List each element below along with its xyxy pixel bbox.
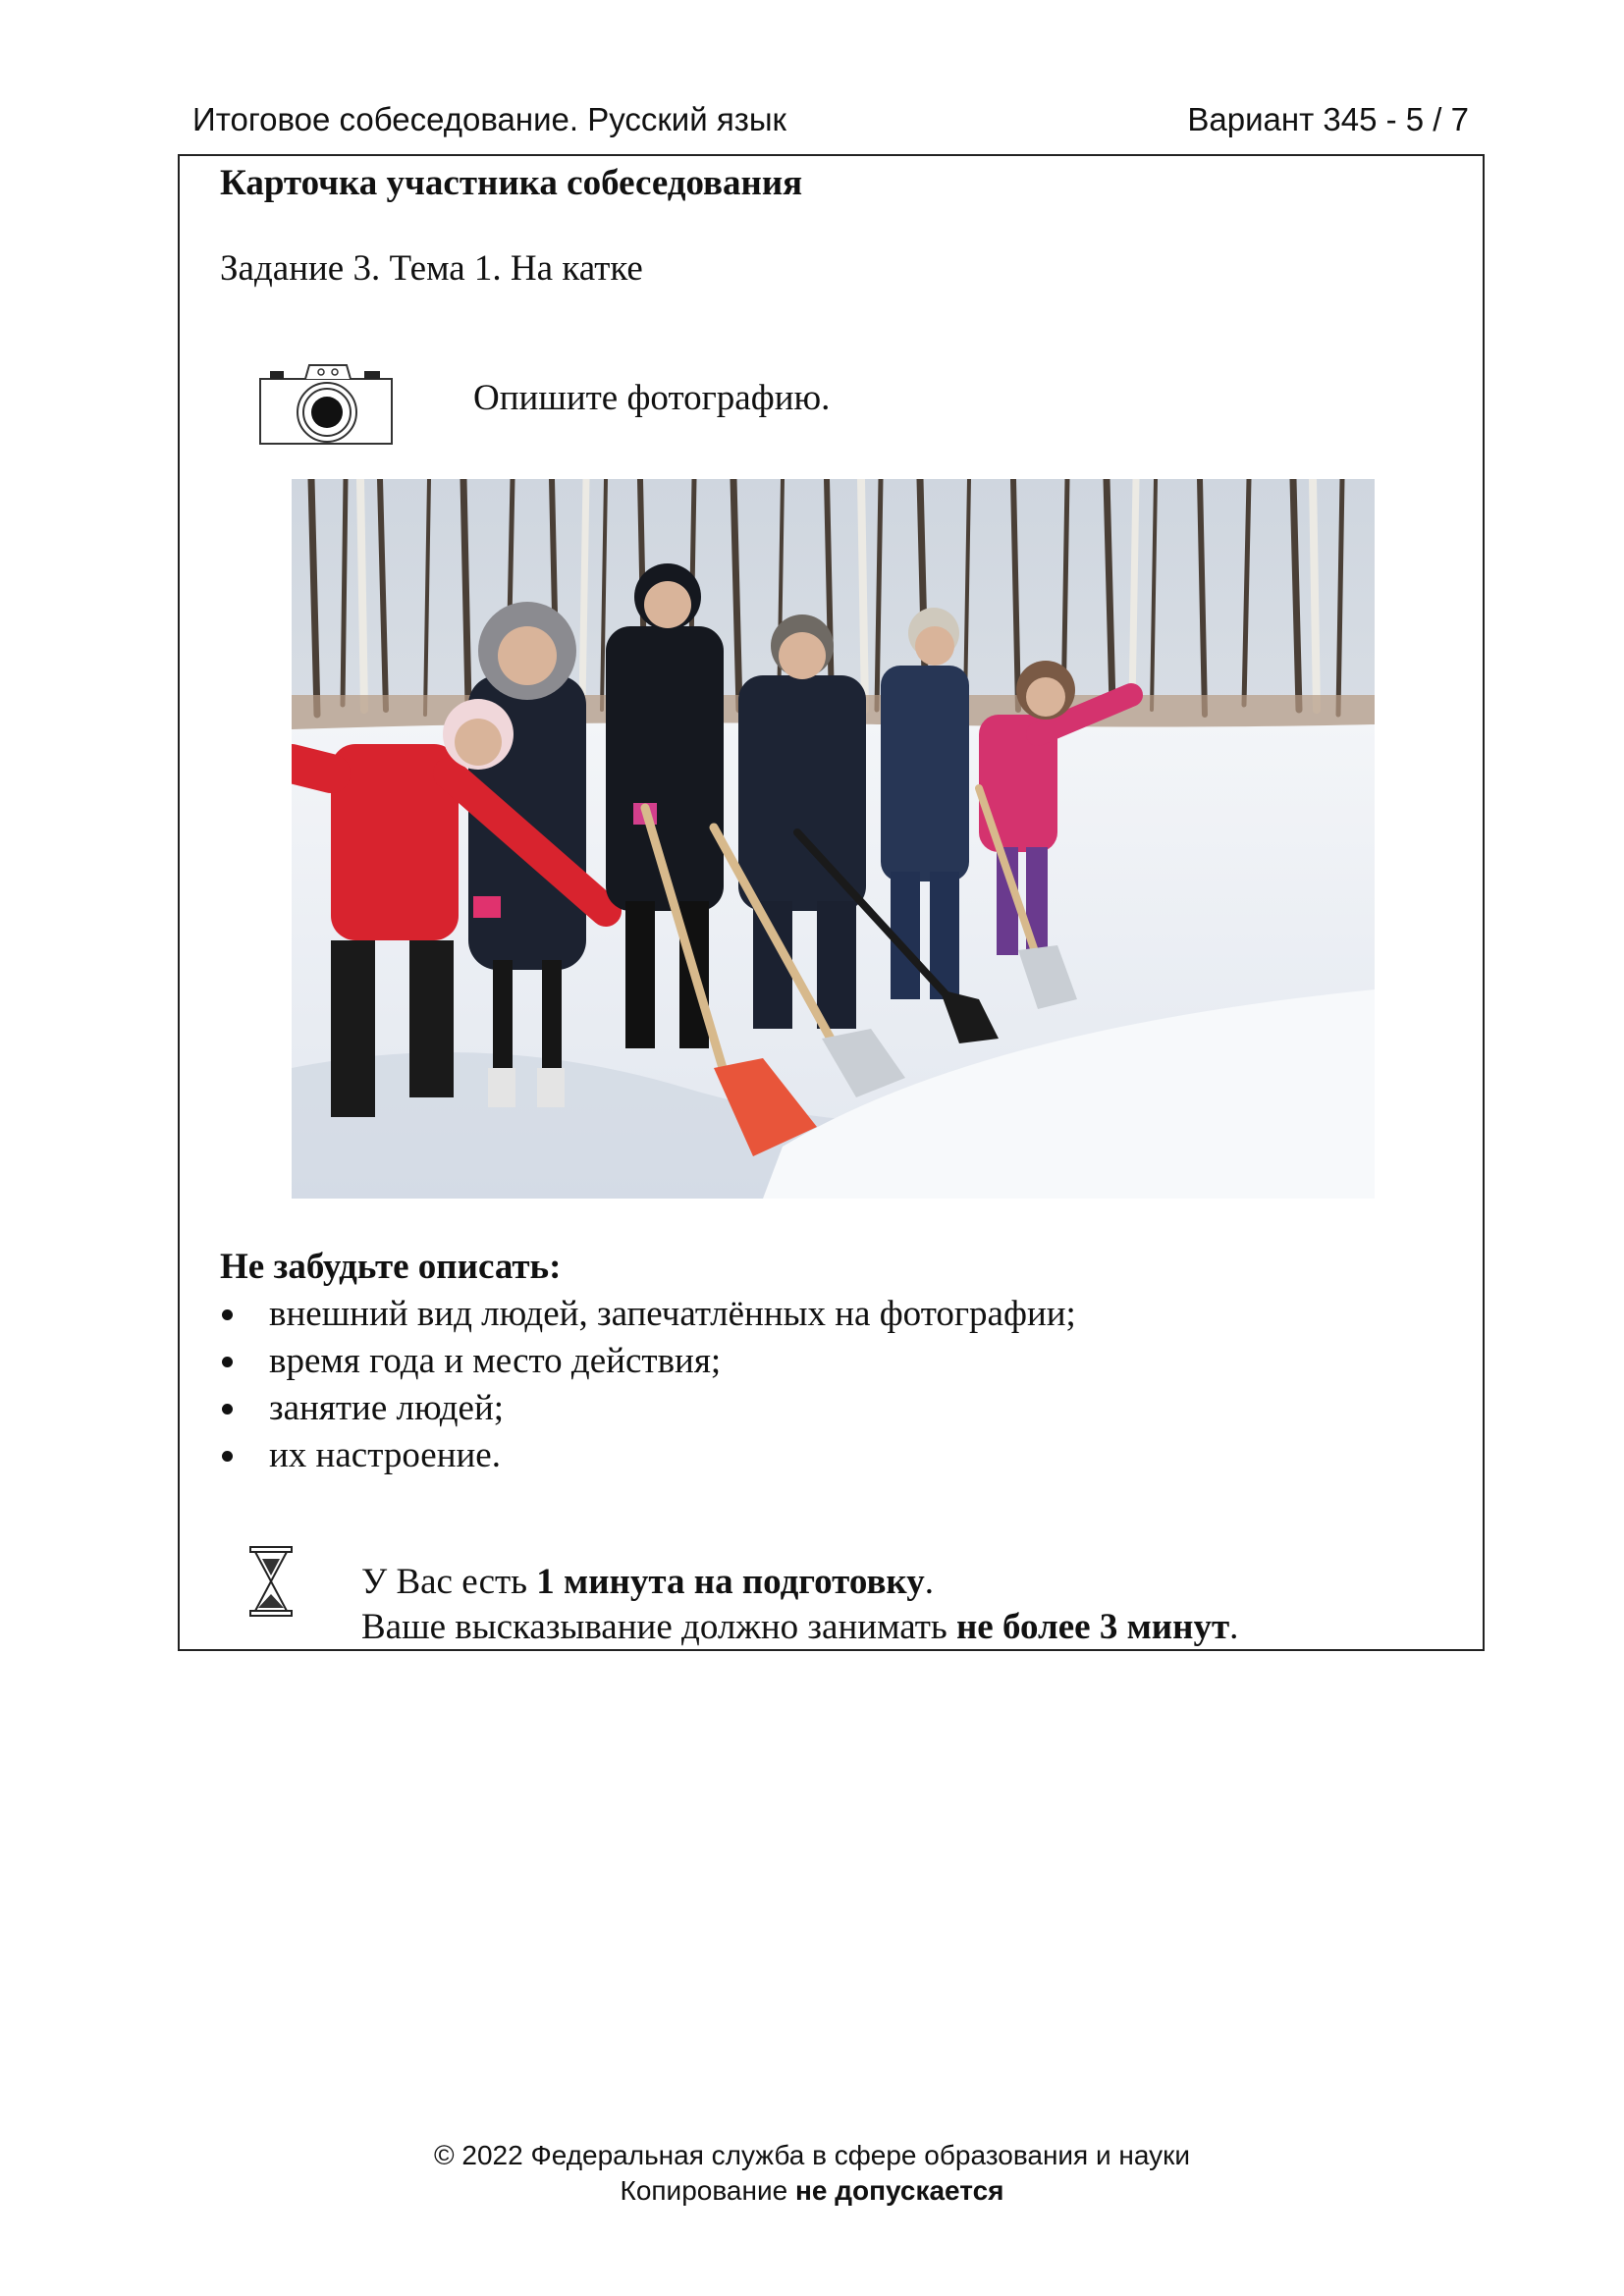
page-header (192, 101, 1469, 144)
reminder-list (220, 1291, 1418, 1479)
header-variant: Вариант 345 - 5 / 7 (1187, 101, 1469, 137)
list-item (220, 1432, 1418, 1479)
photo-winter-rink (292, 479, 1375, 1199)
time-info (361, 1560, 1238, 1650)
list-item-text: внешний вид людей, запечатлённых на фотографии; (269, 1294, 1076, 1334)
list-item (220, 1291, 1418, 1338)
card-title: Карточка участника собеседования (220, 163, 803, 203)
task-theme: Задание 3. Тема 1. На катке (220, 248, 643, 289)
header-subject: Итоговое собеседование. Русский язык (192, 101, 786, 137)
bullet (222, 1357, 233, 1367)
list-item (220, 1338, 1418, 1385)
speech-time-line: Ваше высказывание должно занимать не более 3 минут. (361, 1607, 1239, 1647)
prep-time-line: У Вас есть 1 минута на подготовку. (361, 1562, 934, 1602)
list-item-text: их настроение. (269, 1435, 501, 1475)
reminder-title: Не забудьте описать: (220, 1247, 562, 1287)
footer-notice: Копирование не допускается (620, 2175, 1004, 2206)
list-item-text: занятие людей; (269, 1388, 505, 1428)
reminder-block (220, 1244, 1418, 1479)
bullet (222, 1309, 233, 1320)
bullet (222, 1451, 233, 1462)
footer-copyright: © 2022 Федеральная служба в сфере образования и науки (433, 2140, 1191, 2170)
list-item-text: время года и место действия; (269, 1341, 722, 1381)
hourglass-icon (248, 1545, 294, 1618)
camera-icon (258, 359, 396, 448)
bullet (222, 1404, 233, 1415)
instruction-text: Опишите фотографию. (473, 378, 831, 418)
participant-card (178, 154, 1485, 1651)
list-item (220, 1385, 1418, 1432)
